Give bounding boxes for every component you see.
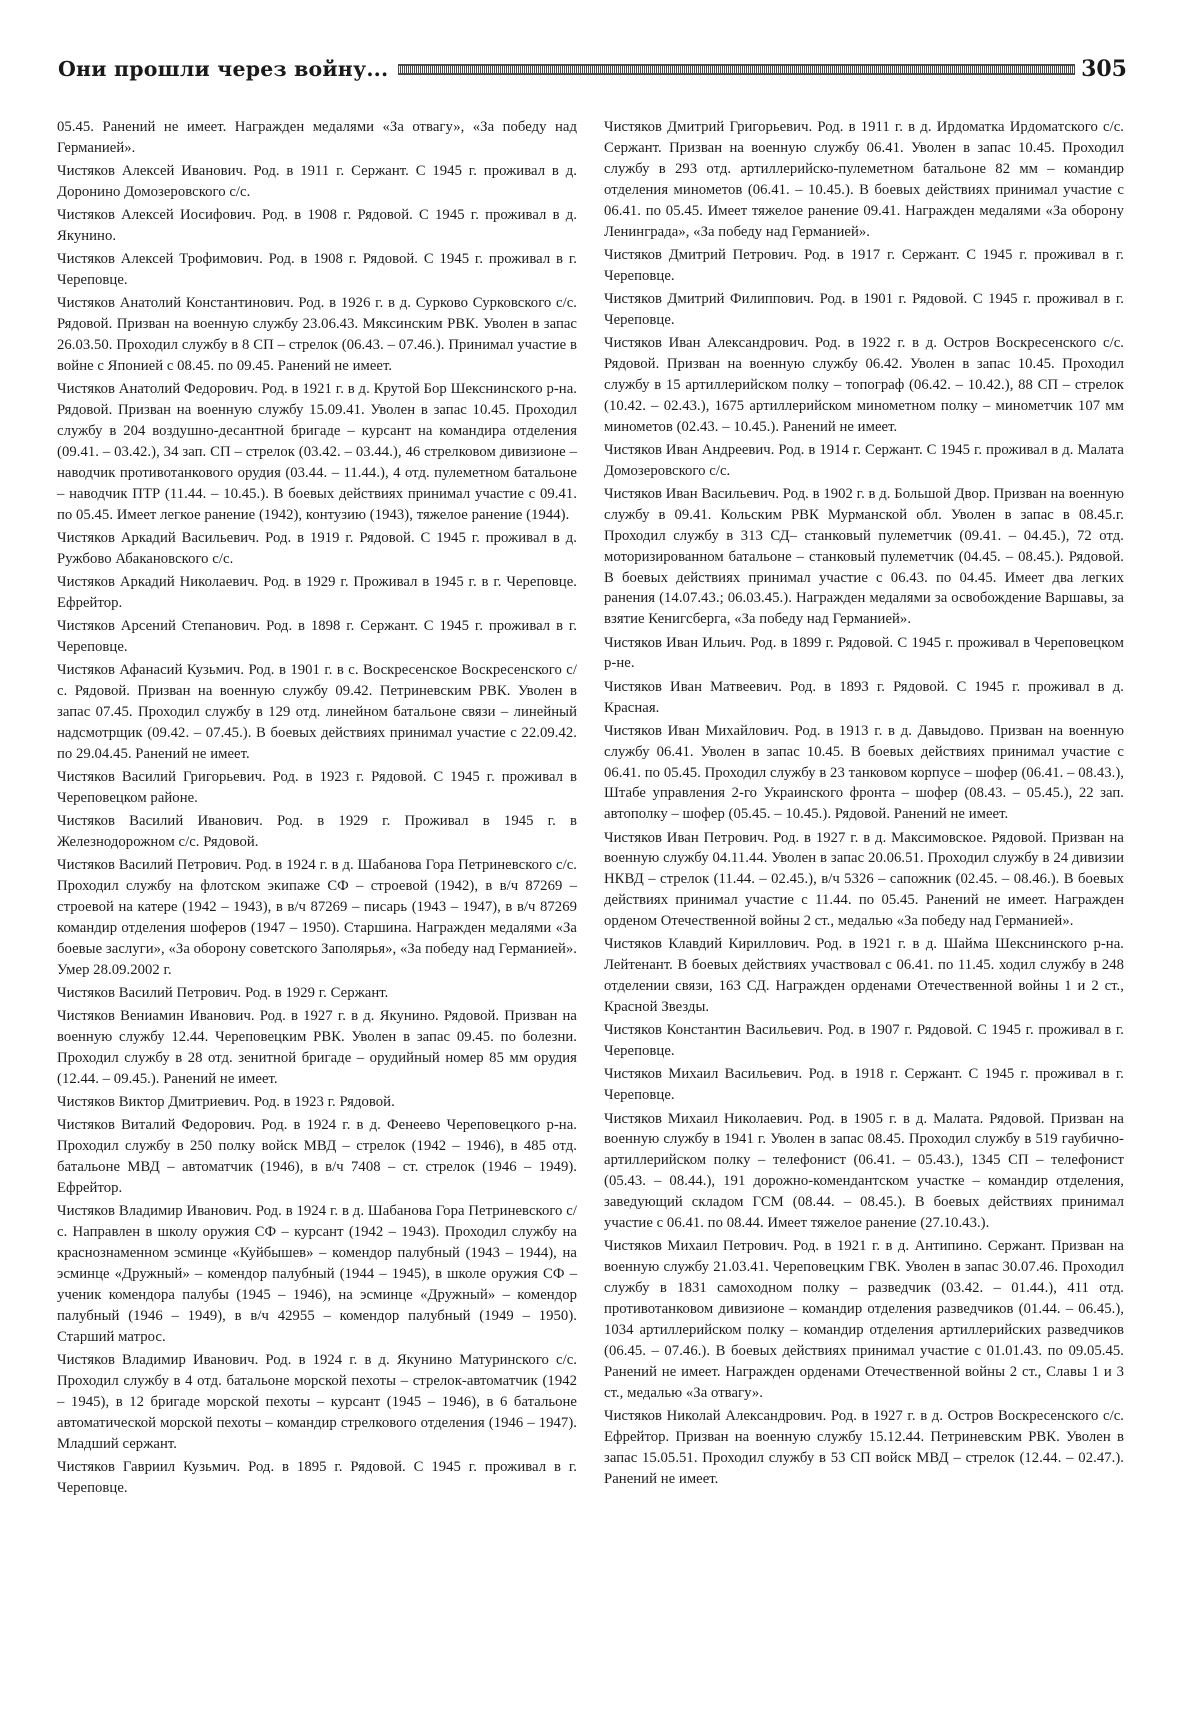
biography-entry: Чистяков Иван Андреевич. Род. в 1914 г. Сержант. С 1945 г. проживал в д. Малата Домозеровского с/с.	[604, 441, 1124, 479]
biography-entry: Чистяков Алексей Иосифович. Род. в 1908 г. Рядовой. С 1945 г. проживал в д. Якунино.	[57, 207, 577, 245]
page-number: 305	[1081, 56, 1127, 82]
biography-entry: Чистяков Алексей Трофимович. Род. в 1908 г. Рядовой. С 1945 г. проживал в г. Череповце.	[57, 251, 577, 289]
biography-entry: Чистяков Иван Ильич. Род. в 1899 г. Рядовой. С 1945 г. проживал в Череповецком р-не.	[604, 634, 1124, 672]
biography-entry: Чистяков Михаил Николаевич. Род. в 1905 г. в д. Малата. Рядовой. Призван на военную службу в 1941 г. Уволен в запас 08.45. Проходил службу в 519 гаубично-артиллерийском полку – телефонист (06.41. – 05.43.), 1345 СП – телефонист (05.43. – 08.44.), 191 дорожно-комендантском участке – командир отделения, заведующий складом ГСМ (08.44. – 08.45.). В боевых действиях принимал участие с 06.41. по 08.44. Имеет тяжелое ранение (27.10.43.).	[604, 1110, 1124, 1232]
biography-entry: Чистяков Виктор Дмитриевич. Род. в 1923 г. Рядовой.	[57, 1094, 395, 1111]
biography-entry: Чистяков Николай Александрович. Род. в 1927 г. в д. Остров Воскресенского с/с. Ефрейтор. Призван на военную службу 15.12.44. Петриневским РВК. Уволен в запас 15.05.51. Проходил службу в 53 СП войск МВД – стрелок (12.44. – 02.47.). Ранений не имеет.	[604, 1407, 1124, 1487]
biography-entry: Чистяков Виталий Федорович. Род. в 1924 г. в д. Фенеево Череповецкого р-на. Проходил службу в 250 полку войск МВД – стрелок (1942 – 1946), в 485 отд. батальоне МВД – автоматчик (1946), в в/ч 7408 – ст. стрелок (1946 – 1949). Ефрейтор.	[57, 1117, 577, 1197]
biography-entry: Чистяков Василий Григорьевич. Род. в 1923 г. Рядовой. С 1945 г. проживал в Череповецком районе.	[57, 769, 577, 807]
biography-entry: Чистяков Гавриил Кузьмич. Род. в 1895 г. Рядовой. С 1945 г. проживал в г. Череповце.	[57, 1458, 577, 1496]
biography-entry: Чистяков Иван Петрович. Род. в 1927 г. в д. Максимовское. Рядовой. Призван на военную службу 04.11.44. Уволен в запас 20.06.51. Проходил службу в 24 дивизии НКВД – стрелок (11.44. – 02.45.), в/ч 5326 – сапожник (02.45. – 08.46.). В боевых действиях принимал участие с 11.44. по 05.45. Ранений не имеет. Награжден орденом Отечественной войны 2 ст., медалью «За победу над Германией».	[604, 829, 1124, 930]
biography-entry: Чистяков Михаил Петрович. Род. в 1921 г. в д. Антипино. Сержант. Призван на военную службу 21.03.41. Череповецким ГВК. Уволен в запас 30.07.46. Проходил службу в 1831 самоходном полку – разведчик (03.42. – 01.44.), 411 отд. противотанковом дивизионе – командир отделения разведчиков (01.44. – 06.45.), 1034 артиллерийском полку – командир отделения артиллерийских разведчиков (06.45. – 07.46.). В боевых действиях принимал участие с 01.01.43. по 09.05.45. Ранений не имеет. Награжден орденами Отечественной войны 2 ст., Славы 1 и 3 ст., медалью «За отвагу».	[604, 1238, 1124, 1401]
biography-entry: Чистяков Иван Михайлович. Род. в 1913 г. в д. Давыдово. Призван на военную службу 06.41. Уволен в запас 10.45. В боевых действиях принимал участие с 06.41. по 05.45. Проходил службу в 23 танковом корпусе – шофер (06.41. – 08.43.), Штабе управления 2-го Украинского фронта – шофер (08.43. – 05.45.), 22 зап. автополку – шофер (05.45. – 10.45.). Рядовой. Ранений не имеет.	[604, 722, 1124, 823]
biography-entry: Чистяков Клавдий Кириллович. Род. в 1921 г. в д. Шайма Шекснинского р-на. Лейтенант. В боевых действиях участвовал с 06.41. по 11.45. ходил службу в 248 отделении связи, 163 СД. Награжден орденами Отечественной войны 1 и 2 ст., Красной Звезды.	[604, 936, 1124, 1016]
header-title: Они прошли через войну...	[58, 57, 389, 81]
biography-entry: Чистяков Василий Иванович. Род. в 1929 г. Проживал в 1945 г. в Железнодорожном с/с. Рядовой.	[57, 813, 577, 851]
biography-entry: Чистяков Аркадий Николаевич. Род. в 1929 г. Проживал в 1945 г. в г. Череповце. Ефрейтор.	[57, 574, 577, 612]
biography-entry: Чистяков Дмитрий Григорьевич. Род. в 1911 г. в д. Ирдоматка Ирдоматского с/с. Сержант. Призван на военную службу 06.41. Уволен в запас 10.45. Проходил службу в 293 отд. артиллерийско-пулеметном батальоне 82 мм – командир отделения минометов (06.41. – 10.45.). В боевых действиях принимал участие с 06.41. по 05.45. Имеет тяжелое ранение 09.41. Награжден медалями «За оборону Ленинграда», «За победу над Германией».	[604, 119, 1124, 240]
biography-entry: Чистяков Михаил Васильевич. Род. в 1918 г. Сержант. С 1945 г. проживал в г. Череповце.	[604, 1066, 1124, 1104]
biography-entry: Чистяков Владимир Иванович. Род. в 1924 г. в д. Якунино Матуринского с/с. Проходил службу в 4 отд. батальоне морской пехоты – стрелок-автоматчик (1942 – 1945), в 12 бригаде морской пехоты – курсант (1945 – 1946), в 6 батальоне автоматической морской пехоты – командир стрелкового отделения (1946 – 1947). Младший сержант.	[57, 1352, 577, 1452]
biography-entry: Чистяков Василий Петрович. Род. в 1924 г. в д. Шабанова Гора Петриневского с/с. Проходил службу на флотском экипаже СФ – строевой (1942), в в/ч 87269 – строевой на катере (1942 – 1943), в в/ч 87269 – писарь (1943 – 1947), в в/ч 87269 командир отделения шоферов (1947 – 1950). Старшина. Награжден медалями «За боевые заслуги», «За оборону советского Заполярья», «За победу над Германией». Умер 28.09.2002 г.	[57, 857, 577, 978]
biography-entry: Чистяков Василий Петрович. Род. в 1929 г. Сержант.	[57, 985, 389, 1002]
biography-entry: Чистяков Иван Васильевич. Род. в 1902 г. в д. Большой Двор. Призван на военную службу в 09.41. Кольским РВК Мурманской обл. Уволен в запас в 08.45.г. Проходил службу в 313 СД– станковый пулеметчик (09.41. – 04.45.), 72 отд. моторизированном батальоне – станковый пулеметчик (04.45. – 08.45.). Рядовой. В боевых действиях принимал участие с 06.43. по 04.45. Имеет два легких ранения (14.07.43.; 06.03.45.). Награжден медалями за освобождение Варшавы, за взятие Кенигсберга, «За победу над Германией».	[604, 485, 1124, 628]
biography-entry: Чистяков Афанасий Кузьмич. Род. в 1901 г. в с. Воскресенское Воскресенского с/с. Рядовой. Призван на военную службу 09.42. Петриневским РВК. Уволен в запас 07.45. Проходил службу в 129 отд. линейном батальоне связи – линейный надсмотрщик (09.42. – 07.45.). В боевых действиях принимал участие с 22.09.42. по 29.04.45. Ранений не имеет.	[57, 662, 577, 762]
right-column	[604, 117, 1124, 1492]
biography-entry: Чистяков Дмитрий Филиппович. Род. в 1901 г. Рядовой. С 1945 г. проживал в г. Череповце.	[604, 290, 1124, 328]
biography-entry: Чистяков Анатолий Федорович. Род. в 1921 г. в д. Крутой Бор Шекснинского р-на. Рядовой. Призван на военную службу 15.09.41. Уволен в запас 10.45. Проходил службу в 204 воздушно-десантной бригаде – курсант на командира отделения (09.41. – 03.42.), 34 зап. СП – стрелок (03.42. – 03.44.), 46 стрелковом дивизионе – наводчик противотанкового орудия (03.44. – 11.44.), 4 отд. пулеметном батальоне – наводчик ПТР (11.44. – 10.45.). В боевых действиях принимал участие с 09.41. по 05.45. Имеет легкое ранение (1942), контузию (1943), тяжелое ранение (1944).	[57, 381, 577, 523]
biography-entry: 05.45. Ранений не имеет. Награжден медалями «За отвагу», «За победу над Германией».	[57, 119, 577, 156]
biography-entry: Чистяков Аркадий Васильевич. Род. в 1919 г. Рядовой. С 1945 г. проживал в д. Ружбово Абакановского с/с.	[57, 530, 577, 567]
biography-entry: Чистяков Анатолий Константинович. Род. в 1926 г. в д. Сурково Сурковского с/с. Рядовой. Призван на военную службу 23.06.43. Мяксинским РВК. Уволен в запас 26.03.50. Проходил службу в 8 СП – стрелок (06.43. – 07.46.). Принимал участие в войне с Японией с 08.45. по 09.45. Ранений не имеет.	[57, 295, 577, 375]
biography-entry: Чистяков Дмитрий Петрович. Род. в 1917 г. Сержант. С 1945 г. проживал в г. Череповце.	[604, 246, 1124, 284]
biography-entry: Чистяков Арсений Степанович. Род. в 1898 г. Сержант. С 1945 г. проживал в г. Череповце.	[57, 618, 577, 656]
biography-entry: Чистяков Иван Матвеевич. Род. в 1893 г. Рядовой. С 1945 г. проживал в д. Красная.	[604, 678, 1124, 716]
left-column	[57, 117, 577, 1501]
biography-entry: Чистяков Владимир Иванович. Род. в 1924 г. в д. Шабанова Гора Петриневского с/с. Направлен в школу оружия СФ – курсант (1942 – 1943). Проходил службу на краснознаменном эсминце «Куйбышев» – комендор палубный (1943 – 1944), на эсминце «Дружный» – комендор палубный (1944 – 1945), в школе оружия СФ – ученик комендора палубы (1945 – 1946), на эсминце «Дружный» – комендор палубный (1946 – 1949), в в/ч 42955 – комендор палубный (1949 – 1950). Старший матрос.	[57, 1203, 577, 1345]
biography-entry: Чистяков Алексей Иванович. Род. в 1911 г. Сержант. С 1945 г. проживал в д. Доронино Домозеровского с/с.	[57, 163, 577, 201]
biography-entry: Чистяков Иван Александрович. Род. в 1922 г. в д. Остров Воскресенского с/с. Рядовой. Призван на военную службу 06.42. Уволен в запас 10.45. Проходил службу в 15 артиллерийском полку – топограф (06.42. – 10.42.), 88 СП – стрелок (10.42. – 02.43.), 1675 артиллерийском минометном полку – минометчик 107 мм минометов (02.43. – 10.45.). Ранений не имеет.	[604, 334, 1124, 435]
biography-entry: Чистяков Вениамин Иванович. Род. в 1927 г. в д. Якунино. Рядовой. Призван на военную службу 12.44. Череповецким РВК. Уволен в запас 09.45. по болезни. Проходил службу в 28 отд. зенитной бригаде – орудийный номер 85 мм орудия (12.44. – 09.45.). Ранений не имеет.	[57, 1008, 577, 1088]
biography-entry: Чистяков Константин Васильевич. Род. в 1907 г. Рядовой. С 1945 г. проживал в г. Череповце.	[604, 1022, 1124, 1060]
header-rule	[398, 64, 1075, 75]
running-header	[58, 50, 1127, 88]
